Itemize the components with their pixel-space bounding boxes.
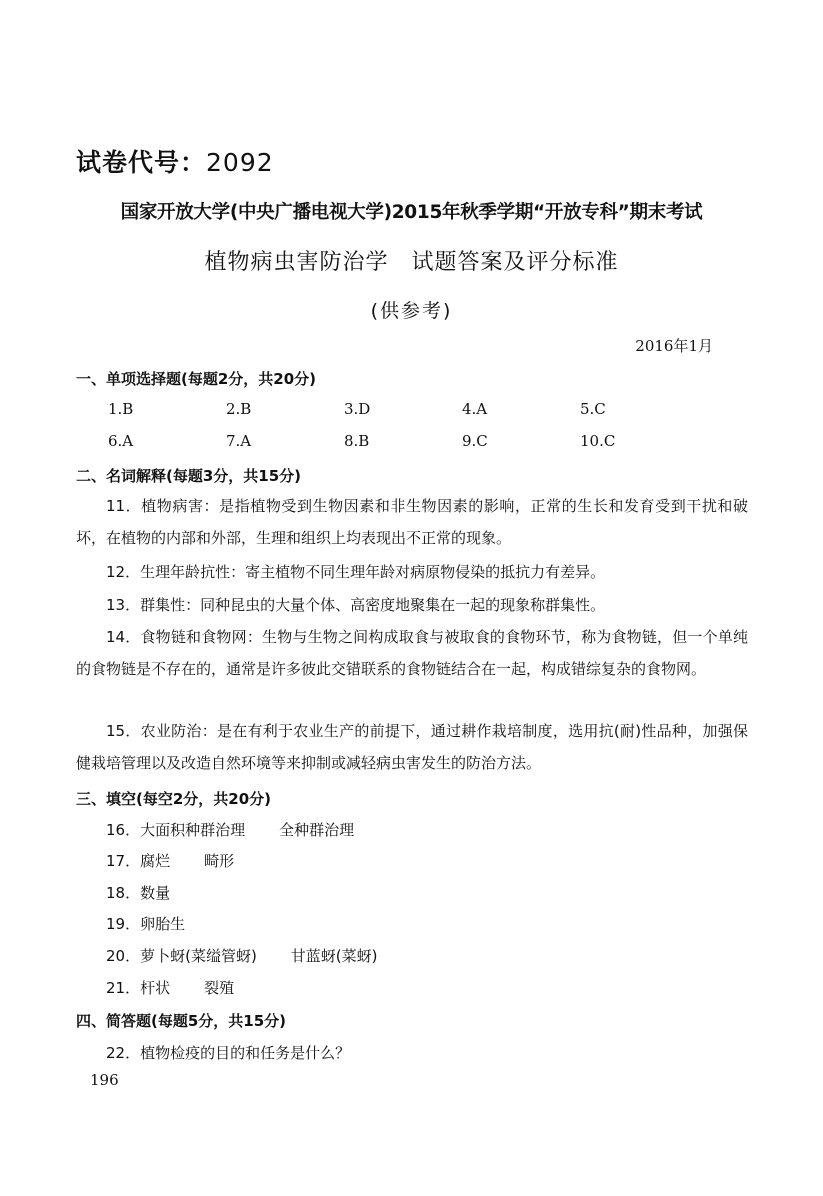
mc-answer: 3.D xyxy=(344,400,371,418)
term-definition: 14．食物链和食物网：生物与生物之间构成取食与被取食的食物环节，称为食物链，但一个单纯的食物链是不存在的，通常是许多彼此交错联系的食物链结合在一起，构成错综复杂的食物网。 xyxy=(76,628,748,678)
mc-answer: 9.C xyxy=(462,432,488,450)
section2-heading: 二、名词解释(每题3分，共15分) xyxy=(76,467,302,485)
paper-code-number: 2092 xyxy=(206,148,274,177)
mc-answer: 8.B xyxy=(344,432,370,450)
exam-title: 国家开放大学(中央广播电视大学)2015年秋季学期“开放专科”期末考试 xyxy=(120,202,703,223)
mc-answer: 6.A xyxy=(108,432,134,450)
fill-answer: 20．萝卜蚜(菜缢管蚜) xyxy=(106,947,257,965)
paper-code xyxy=(76,143,274,179)
mc-answer: 4.A xyxy=(462,400,488,418)
for-reference-note: (供参考) xyxy=(370,300,453,322)
fill-answer: 21．杆状 xyxy=(106,979,171,997)
fill-answer-row xyxy=(106,850,234,871)
fill-answer: 甘蓝蚜(菜蚜) xyxy=(290,947,378,965)
fill-answer: 16．大面积种群治理 xyxy=(106,821,246,839)
exam-date: 2016年1月 xyxy=(635,337,713,355)
fill-answer: 畸形 xyxy=(204,852,235,870)
term-definition: 11．植物病害：是指植物受到生物因素和非生物因素的影响，正常的生长和发育受到干扰和破坏，在植物的内部和外部，生理和组织上均表现出不正常的现象。 xyxy=(76,497,748,547)
mc-answer: 5.C xyxy=(580,400,606,418)
term-definition: 15．农业防治：是在有利于农业生产的前提下，通过耕作栽培制度，选用抗(耐)性品种，加强保健栽培管理以及改造自然环境等来抑制或减轻病虫害发生的防治方法。 xyxy=(76,722,748,772)
fill-answer-row xyxy=(106,882,170,903)
document-title: 植物病虫害防治学 试题答案及评分标准 xyxy=(204,250,619,275)
section4-heading: 四、简答题(每题5分，共15分) xyxy=(76,1012,287,1030)
term-definition: 13．群集性：同种昆虫的大量个体、高密度地聚集在一起的现象称群集性。 xyxy=(106,596,606,614)
mc-answer: 10.C xyxy=(580,432,616,450)
term-definition: 12．生理年龄抗性：寄主植物不同生理年龄对病原物侵染的抵抗力有差异。 xyxy=(106,563,606,581)
fill-answer: 19．卵胎生 xyxy=(106,915,186,933)
mc-answer: 7.A xyxy=(226,432,252,450)
fill-answer-row xyxy=(106,819,354,840)
fill-answer: 17．腐烂 xyxy=(106,852,171,870)
fill-answer-row xyxy=(106,913,185,934)
mc-answer: 1.B xyxy=(108,400,134,418)
fill-answer-row xyxy=(106,945,378,966)
section1-heading: 一、单项选择题(每题2分，共20分) xyxy=(76,370,317,388)
fill-answer-row xyxy=(106,977,234,998)
fill-answer: 全种群治理 xyxy=(279,821,355,839)
section3-heading: 三、填空(每空2分，共20分) xyxy=(76,790,272,808)
fill-answer: 裂殖 xyxy=(204,979,235,997)
page-number: 196 xyxy=(90,1071,119,1089)
short-answer-question: 22．植物检疫的目的和任务是什么？ xyxy=(106,1044,351,1062)
fill-answer: 18．数量 xyxy=(106,884,171,902)
paper-code-label: 试卷代号： xyxy=(76,148,207,177)
mc-answer: 2.B xyxy=(226,400,252,418)
